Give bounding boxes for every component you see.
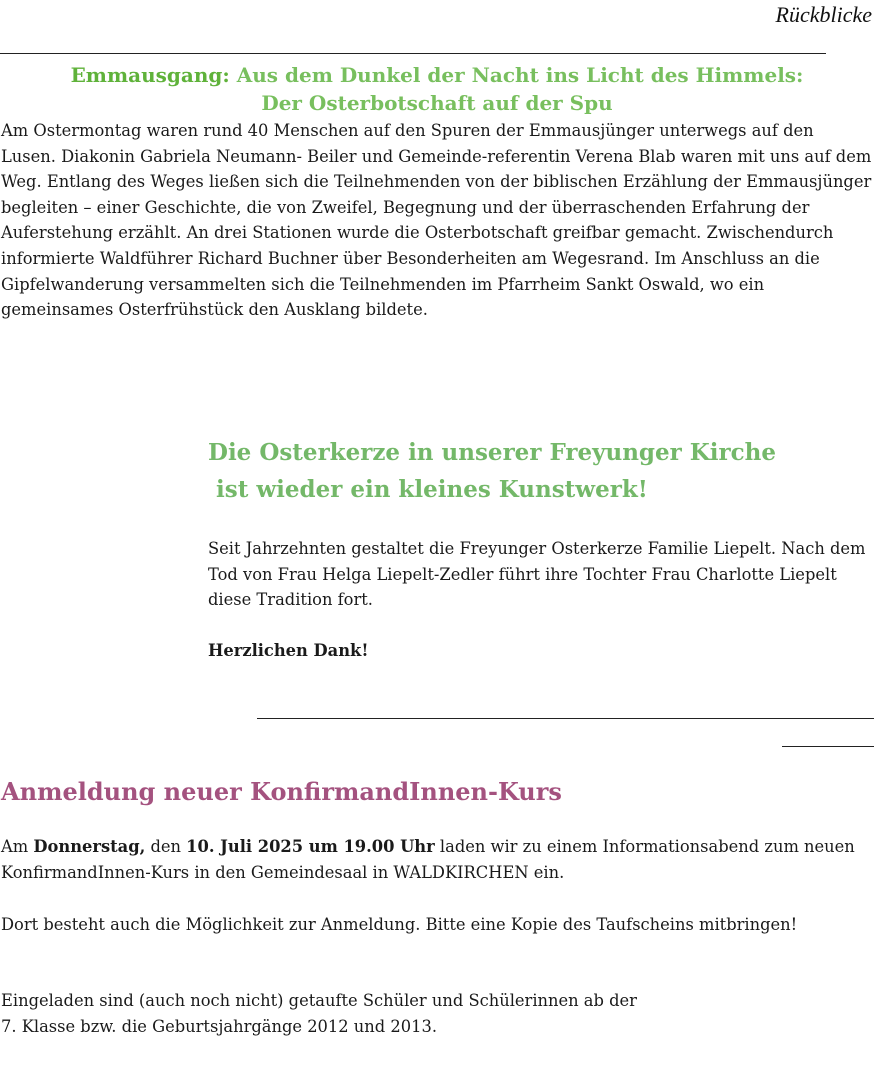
p3-line-1: Eingeladen sind (auch noch nicht) getaufte Schüler und Schülerinnen ab der: [1, 991, 637, 1010]
konfirmanden-paragraph-3: [1, 988, 873, 1039]
emmaus-title-line-1: [0, 61, 874, 89]
section-label: Rückblicke: [775, 2, 872, 27]
p3-line-2: 7. Klasse bzw. die Geburtsjahrgänge 2012 und 2013.: [1, 1016, 437, 1036]
event-date-time: 10. Juli 2025 um 19.00 Uhr: [186, 837, 435, 856]
emmaus-body: Am Ostermontag waren rund 40 Menschen auf den Spuren der Emmausjünger unterwegs auf den Lusen. Diakonin Gabriela Neumann- Beiler und Gemeinde-referentin Verena Blab waren mit uns auf dem Weg. Entlang des Weges ließen sich die Teilnehmenden von der biblischen Erzählung der Emmausjünger begleiten – einer Geschichte, die von Zweifel, Begegnung und der überraschenden Erfahrung der Auferstehung erzählt. An drei Stationen wurde die Osterbotschaft greifbar gemacht. Zwischendurch informierte Waldführer Richard Buchner über Besonderheiten am Wegesrand. Im Anschluss an die Gipfelwanderung versammelten sich die Teilnehmenden im Pfarrheim Sankt Oswald, wo ein gemeinsames Osterfrühstück den Ausklang bildete.: [1, 121, 872, 320]
short-divider: [782, 746, 874, 747]
osterkerze-title-line-1: Die Osterkerze in unserer Freyunger Kirche: [208, 439, 776, 466]
emmaus-title-lead: Emmausgang:: [70, 63, 230, 87]
osterkerze-thanks: Herzlichen Dank!: [208, 641, 369, 660]
middle-divider: [257, 718, 874, 719]
event-day: Donnerstag,: [33, 837, 146, 856]
konfirmanden-paragraph-2: Dort besteht auch die Möglichkeit zur Anmeldung. Bitte eine Kopie des Taufscheins mitbringen!: [1, 915, 798, 934]
osterkerze-body: Seit Jahrzehnten gestaltet die Freyunger Osterkerze Familie Liepelt. Nach dem Tod von Frau Helga Liepelt-Zedler führt ihre Tochter Frau Charlotte Liepelt diese Tradition fort.: [208, 539, 866, 610]
top-divider: [0, 53, 826, 54]
osterkerze-title-line-2: ist wieder ein kleines Kunstwerk!: [208, 476, 648, 503]
emmaus-title: [0, 61, 874, 117]
konfirmanden-title: Anmeldung neuer KonfirmandInnen-Kurs: [1, 777, 562, 806]
text-span: den: [145, 837, 187, 856]
emmaus-title-rest: Aus dem Dunkel der Nacht ins Licht des Himmels:: [236, 63, 804, 87]
emmaus-title-line-2: Der Osterbotschaft auf der Spu: [261, 91, 613, 115]
konfirmanden-paragraph-1: [1, 834, 873, 885]
text-span: Am: [1, 837, 34, 856]
text-span: laden wir zu einem Informationsabend zum neuen KonfirmandInnen-Kurs in den Gemeindesaal in WALDKIRCHEN ein.: [1, 837, 855, 882]
